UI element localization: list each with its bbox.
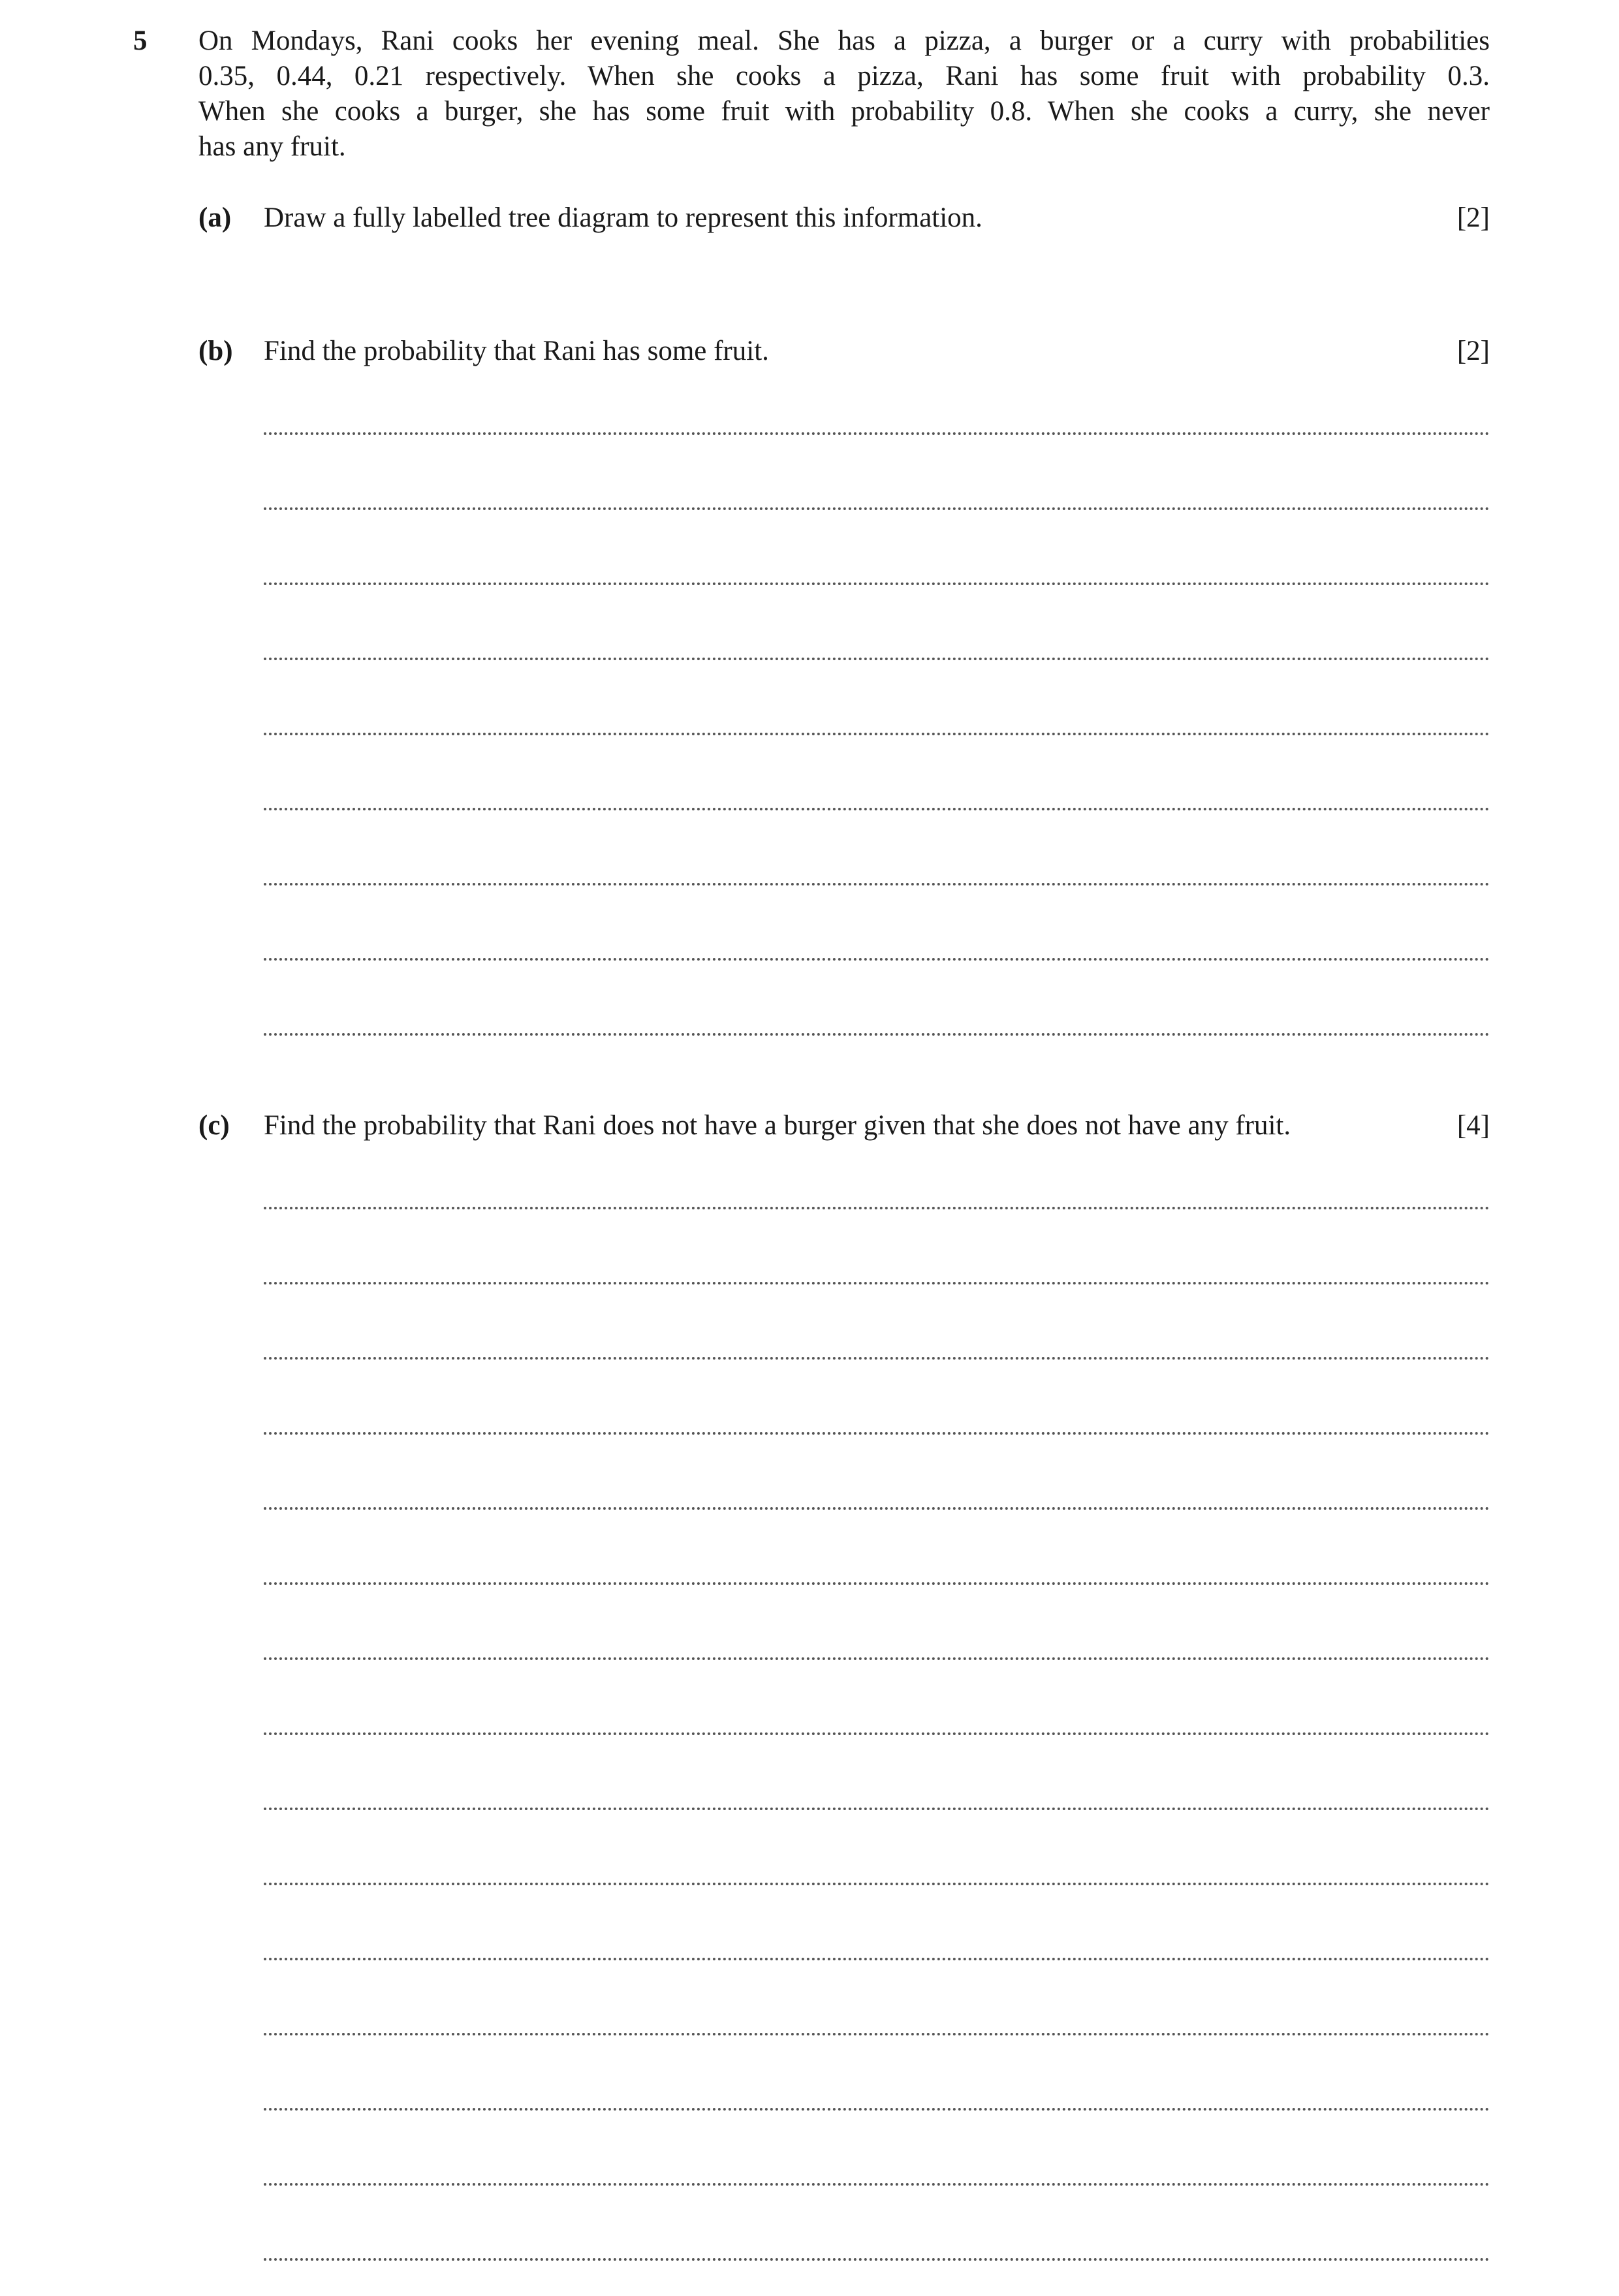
- answer-line[interactable]: [264, 1207, 1490, 1209]
- question-number: 5: [133, 25, 148, 56]
- answer-line[interactable]: [264, 432, 1490, 435]
- answer-line[interactable]: [264, 2108, 1490, 2111]
- stem-line: has any fruit.: [198, 131, 346, 162]
- answer-line[interactable]: [264, 582, 1490, 585]
- part-b-label: (b): [198, 336, 233, 366]
- answer-line[interactable]: [264, 1582, 1490, 1585]
- answer-line[interactable]: [264, 1033, 1490, 1036]
- answer-line[interactable]: [264, 808, 1490, 810]
- answer-line[interactable]: [264, 733, 1490, 735]
- part-a: [198, 199, 1490, 238]
- stem-line: When she cooks a burger, she has some fruit with probability 0.8. When she cooks a curry, she never: [198, 96, 1490, 127]
- stem-line: On Mondays, Rani cooks her evening meal. She has a pizza, a burger or a curry with probabilities: [198, 25, 1490, 56]
- answer-line[interactable]: [264, 1507, 1490, 1510]
- part-a-marks: [2]: [1456, 202, 1490, 233]
- part-c-label: (c): [198, 1110, 230, 1141]
- answer-line[interactable]: [264, 1657, 1490, 1660]
- part-b-text: Find the probability that Rani has some fruit.: [264, 336, 769, 366]
- answer-line[interactable]: [264, 658, 1490, 660]
- question-stem: [198, 24, 1490, 165]
- answer-line[interactable]: [264, 1282, 1490, 1284]
- part-c-marks: [4]: [1456, 1110, 1490, 1141]
- part-c: [198, 1106, 1490, 1145]
- answer-line[interactable]: [264, 2033, 1490, 2035]
- answer-line[interactable]: [264, 958, 1490, 961]
- part-a-label: (a): [198, 202, 232, 233]
- answer-line[interactable]: [264, 1357, 1490, 1360]
- answer-line[interactable]: [264, 2183, 1490, 2186]
- part-b-marks: [2]: [1456, 336, 1490, 366]
- part-b: [198, 332, 1490, 371]
- answer-line[interactable]: [264, 1432, 1490, 1435]
- answer-line[interactable]: [264, 507, 1490, 510]
- answer-line[interactable]: [264, 883, 1490, 885]
- part-c-text: Find the probability that Rani does not have a burger given that she does not have any fruit.: [264, 1110, 1291, 1141]
- answer-line[interactable]: [264, 1808, 1490, 1810]
- answer-line[interactable]: [264, 1958, 1490, 1960]
- part-a-text: Draw a fully labelled tree diagram to represent this information.: [264, 202, 982, 233]
- answer-line[interactable]: [264, 2258, 1490, 2261]
- stem-line: 0.35, 0.44, 0.21 respectively. When she cooks a pizza, Rani has some fruit with probability 0.3.: [198, 61, 1490, 91]
- answer-line[interactable]: [264, 1732, 1490, 1735]
- answer-line[interactable]: [264, 1883, 1490, 1885]
